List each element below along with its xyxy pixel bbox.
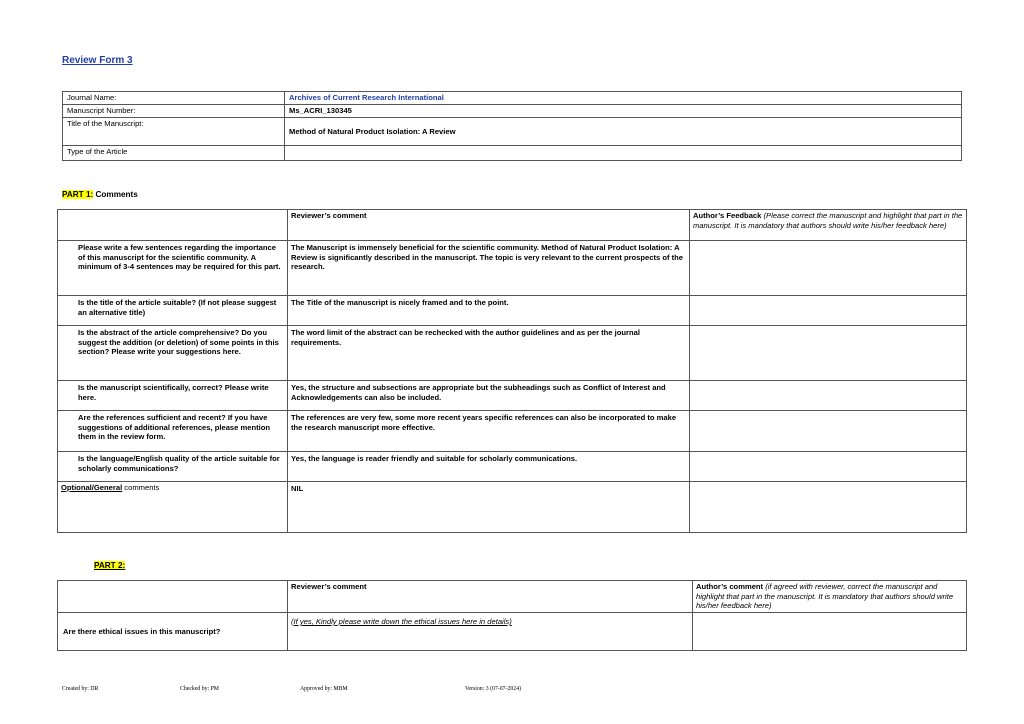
feedback-importance[interactable] xyxy=(690,241,967,296)
optional-feedback[interactable] xyxy=(690,482,967,533)
question-ethical: Are there ethical issues in this manuscript? xyxy=(58,613,288,651)
comment-references: The references are very few, some more recent years specific references can also be incorporated to make the research manuscript more effective. xyxy=(288,411,690,452)
part2-header-reviewer: Reviewer’s comment xyxy=(288,581,693,613)
part1-heading xyxy=(62,190,138,199)
article-type-value xyxy=(285,146,962,161)
feedback-references[interactable] xyxy=(690,411,967,452)
manuscript-number-value: Ms_ACRI_130345 xyxy=(285,105,962,118)
journal-name-value: Archives of Current Research International xyxy=(285,92,962,105)
part1-header-empty xyxy=(58,210,288,241)
journal-info-table xyxy=(62,91,962,161)
manuscript-number-label: Manuscript Number: xyxy=(63,105,285,118)
comment-importance: The Manuscript is immensely beneficial for the scientific community. Method of Natural Product Isolation: A Review is significantly described in the manuscript. The topic is very relevant to the current prospects of the research. xyxy=(288,241,690,296)
footer-version: Version: 3 (07-07-2024) xyxy=(465,686,522,692)
feedback-scientific[interactable] xyxy=(690,381,967,411)
part2-header-author-note: (if agreed with reviewer, correct the manuscript and highlight that part in the manuscript. It is mandatory that authors should write his/her feedback here) xyxy=(696,582,954,611)
optional-comments-label xyxy=(58,482,288,533)
part2-heading xyxy=(94,561,125,570)
footer-checked: Checked by: PM xyxy=(180,686,219,692)
feedback-abstract[interactable] xyxy=(690,326,967,381)
question-references: Are the references sufficient and recent? If you have suggestions of additional references, please mention them in the review form. xyxy=(58,411,288,452)
part1-header-author-note: (Please correct the manuscript and highlight that part in the manuscript. It is mandatory that authors should write his/her feedback here) xyxy=(693,211,963,230)
part1-label: PART 1: xyxy=(62,190,94,199)
comment-language: Yes, the language is reader friendly and suitable for scholarly communications. xyxy=(288,452,690,482)
journal-name-label: Journal Name: xyxy=(63,92,285,105)
optional-comments-suffix: comments xyxy=(122,483,160,492)
question-title: Is the title of the article suitable? (If not please suggest an alternative title) xyxy=(58,296,288,326)
question-language: Is the language/English quality of the article suitable for scholarly communications? xyxy=(58,452,288,482)
question-scientific: Is the manuscript scientifically, correct? Please write here. xyxy=(58,381,288,411)
part2-header-author-title: Author’s comment xyxy=(696,582,764,591)
part2-table xyxy=(57,580,967,651)
footer-approved: Approved by: MBM xyxy=(300,686,348,692)
comment-scientific: Yes, the structure and subsections are appropriate but the subheadings such as Conflict of Interest and Acknowledgements can also be included. xyxy=(288,381,690,411)
comment-ethical: (If yes, Kindly please write down the ethical issues here in details) xyxy=(288,613,693,651)
feedback-language[interactable] xyxy=(690,452,967,482)
part2-header-empty xyxy=(58,581,288,613)
optional-general-label: Optional/General xyxy=(61,483,123,492)
part1-header-reviewer: Reviewer’s comment xyxy=(288,210,690,241)
part1-header-author-title: Author’s Feedback xyxy=(693,211,762,220)
feedback-ethical[interactable] xyxy=(693,613,967,651)
optional-comment-value: NIL xyxy=(288,482,690,533)
part2-header-author xyxy=(693,581,967,613)
footer-created: Created by: DR xyxy=(62,686,99,692)
comment-abstract: The word limit of the abstract can be rechecked with the author guidelines and as per the journal requirements. xyxy=(288,326,690,381)
part1-header-author xyxy=(690,210,967,241)
manuscript-title-value: Method of Natural Product Isolation: A Review xyxy=(285,118,962,146)
part1-suffix: Comments xyxy=(93,190,138,199)
feedback-title[interactable] xyxy=(690,296,967,326)
part2-label: PART 2: xyxy=(94,561,126,570)
part1-table xyxy=(57,209,967,533)
form-title: Review Form 3 xyxy=(62,55,133,66)
question-abstract: Is the abstract of the article comprehensive? Do you suggest the addition (or deletion) of some points in this section? Please write your suggestions here. xyxy=(58,326,288,381)
manuscript-title-label: Title of the Manuscript: xyxy=(63,118,285,146)
comment-title: The Title of the manuscript is nicely framed and to the point. xyxy=(288,296,690,326)
question-importance: Please write a few sentences regarding the importance of this manuscript for the scientific community. A minimum of 3-4 sentences may be required for this part. xyxy=(58,241,288,296)
article-type-label: Type of the Article xyxy=(63,146,285,161)
